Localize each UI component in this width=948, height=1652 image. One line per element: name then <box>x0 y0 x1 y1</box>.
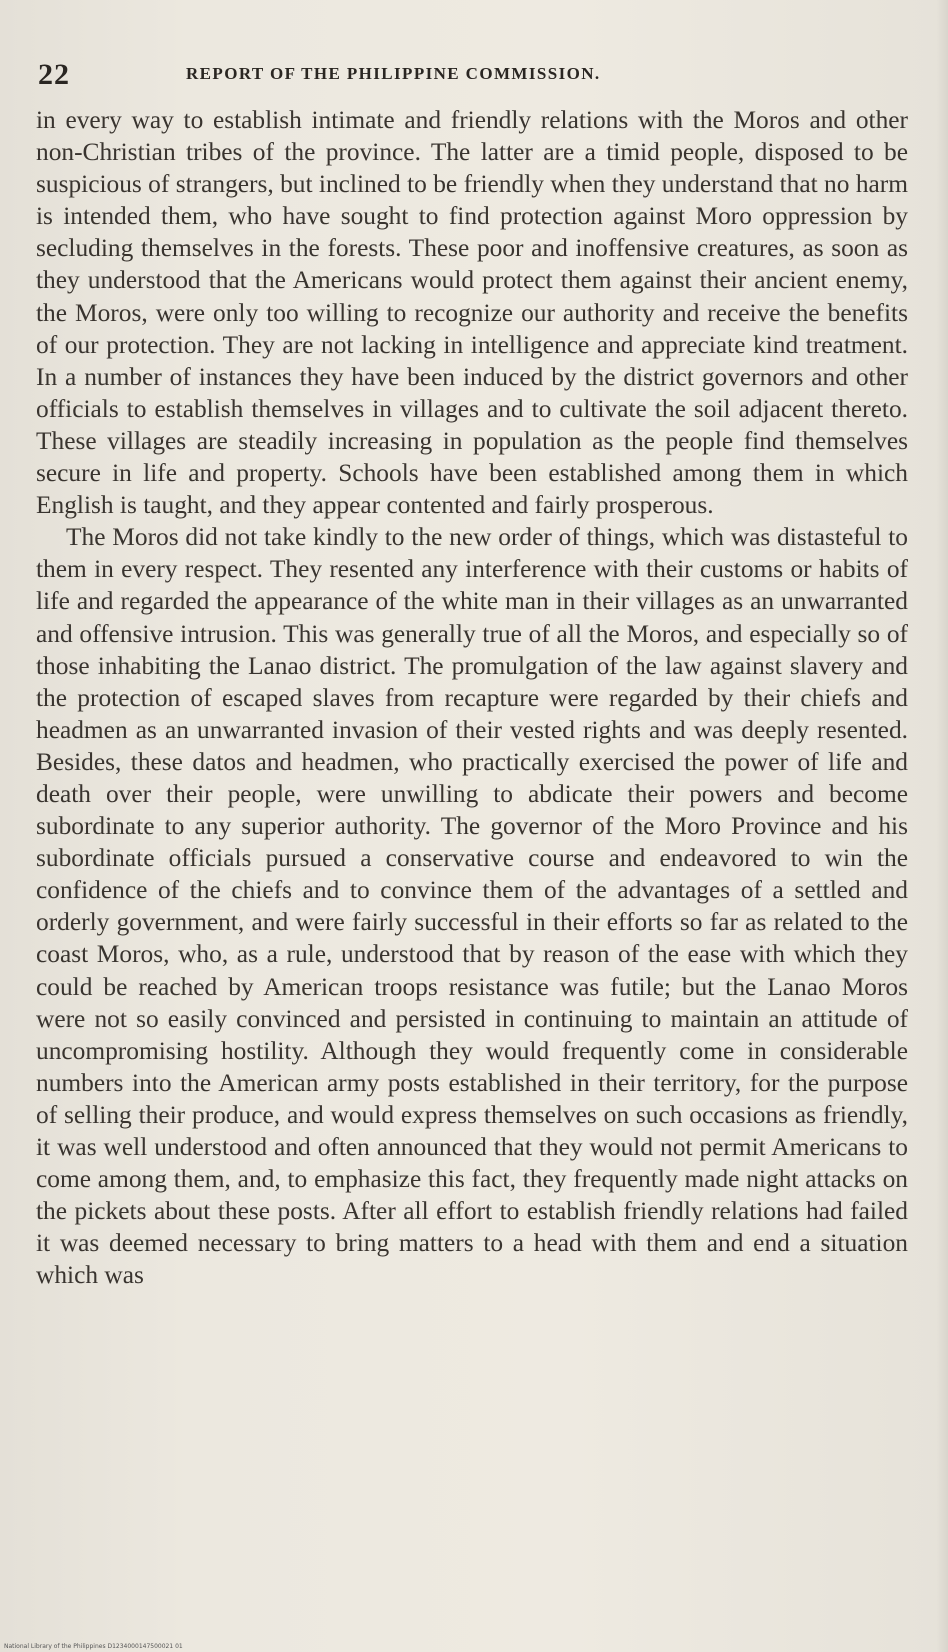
page-header <box>38 58 898 92</box>
body-text <box>36 104 908 1291</box>
page-edge-shadow <box>936 0 948 1652</box>
paragraph-1: in every way to establish intimate and friendly relations with the Moros and other non-Christian tribes of the province. The latter are a timid people, disposed to be suspicious of strangers, but inclined to be friendly when they understand that no harm is intended them, who have sought to find protection against Moro oppression by secluding themselves in the forests. These poor and inoffensive creatures, as soon as they understood that the Americans would protect them against their ancient enemy, the Moros, were only too willing to recognize our authority and receive the benefits of our protection. They are not lacking in intelligence and appreciate kind treatment. In a number of instances they have been induced by the district governors and other officials to establish themselves in villages and to cultivate the soil adjacent thereto. These villages are steadily increasing in population as the people find themselves secure in life and property. Schools have been established among them in which English is taught, and they appear contented and fairly prosperous. <box>36 106 908 520</box>
scan-credit: National Library of the Philippines D1234000147500021 01 <box>4 1643 183 1650</box>
page-number: 22 <box>38 58 70 91</box>
running-head: REPORT OF THE PHILIPPINE COMMISSION. <box>186 64 601 83</box>
paragraph-2: The Moros did not take kindly to the new order of things, which was distasteful to them in every respect. They resented any interference with their customs or habits of life and regarded the appearance of the white man in their villages as an unwarranted and offensive intrusion. This was generally true of all the Moros, and especially so of those inhabiting the Lanao district. The promulgation of the law against slavery and the protection of escaped slaves from recapture were regarded by their chiefs and headmen as an unwarranted invasion of their vested rights and was deeply resented. Besides, these datos and headmen, who practically exercised the power of life and death over their people, were unwilling to abdicate their powers and become subordinate to any superior authority. The governor of the Moro Province and his subordinate officials pursued a conservative course and endeavored to win the confidence of the chiefs and to convince them of the advantages of a settled and orderly government, and were fairly successful in their efforts so far as related to the coast Moros, who, as a rule, understood that by reason of the ease with which they could be reached by American troops resistance was futile; but the Lanao Moros were not so easily convinced and persisted in continuing to maintain an attitude of uncompromising hostility. Although they would frequently come in considerable numbers into the American army posts established in their territory, for the purpose of selling their produce, and would express themselves on such occasions as friendly, it was well understood and often announced that they would not permit Americans to come among them, and, to emphasize this fact, they frequently made night attacks on the pickets about these posts. After all effort to establish friendly relations had failed it was deemed necessary to bring matters to a head with them and end a situation which was <box>36 523 908 1290</box>
